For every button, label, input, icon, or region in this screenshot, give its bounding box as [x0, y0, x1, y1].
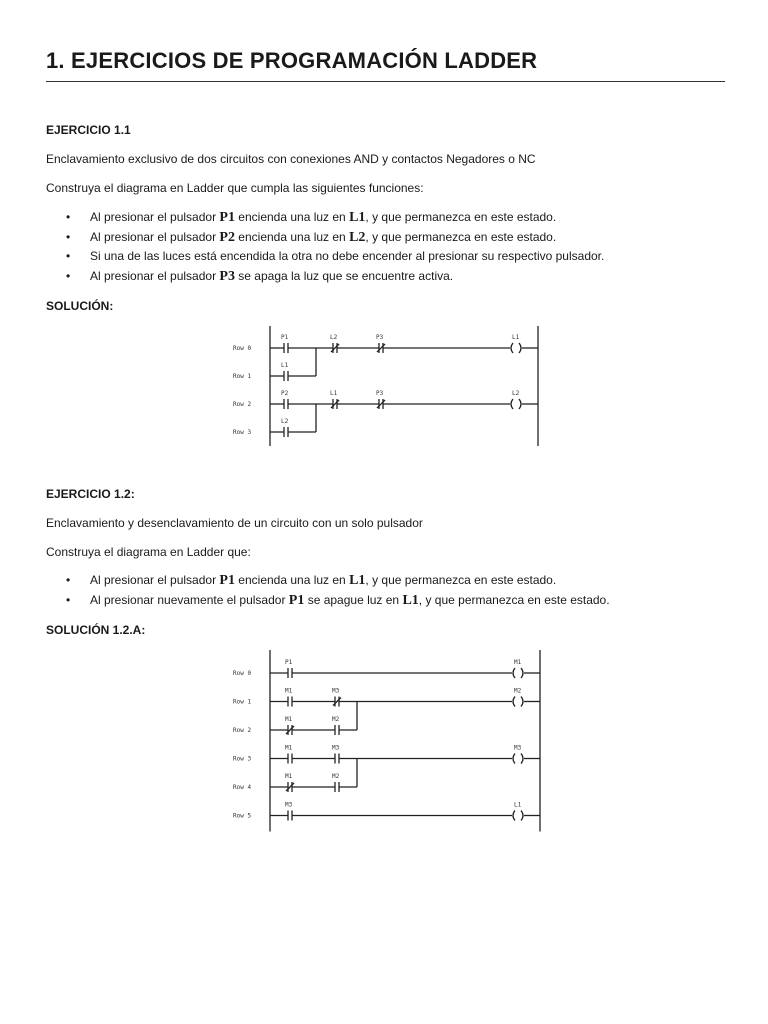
row-label: Row 1: [233, 373, 252, 380]
contact-label: P2: [281, 390, 289, 397]
ex2-solution-label: SOLUCIÓN 1.2.A:: [46, 623, 146, 637]
rung: [270, 404, 316, 437]
contact-label: M2: [332, 716, 340, 723]
contact-label: L1: [330, 390, 338, 397]
coil-left-arc: [513, 754, 515, 764]
ex1-description: Enclavamiento exclusivo de dos circuitos con conexiones AND y contactos Negadores o NC: [46, 152, 536, 166]
contact-label: M1: [285, 773, 293, 780]
coil-left-arc: [513, 668, 515, 678]
rung: [270, 802, 540, 821]
row-label: Row 2: [233, 401, 252, 408]
coil-label: M2: [514, 687, 522, 695]
coil-left-arc: [513, 697, 515, 707]
coil-label: M3: [514, 744, 522, 752]
ladder-diagram-1: [0, 320, 768, 450]
contact-label: M3: [332, 687, 340, 695]
coil-left-arc: [513, 811, 515, 821]
contact-label: M2: [332, 773, 340, 780]
list-item: • Al presionar el pulsador P1 encienda una luz en L1, y que permanezca en este estado.: [46, 208, 604, 228]
rung: [270, 390, 538, 409]
ex1-instruction: Construya el diagrama en Ladder que cumpla las siguientes funciones:: [46, 181, 424, 195]
coil-label: L2: [512, 390, 520, 397]
contact-label: P3: [376, 390, 384, 397]
contact-label: P3: [376, 334, 384, 341]
contact-label: L1: [281, 362, 289, 369]
ex2-heading: EJERCICIO 1.2:: [46, 487, 135, 501]
coil-label: L1: [512, 334, 520, 341]
coil-right-arc: [519, 343, 521, 353]
ex1-bullet-list: [46, 208, 604, 286]
coil-right-arc: [521, 668, 523, 678]
row-label: Row 2: [233, 727, 252, 734]
coil-left-arc: [511, 343, 513, 353]
rung: [270, 688, 540, 707]
coil-right-arc: [521, 697, 523, 707]
rung: [270, 659, 540, 678]
ex2-instruction: Construya el diagrama en Ladder que:: [46, 545, 251, 559]
contact-label: P1: [285, 659, 293, 666]
contact-label: M3: [285, 801, 293, 809]
row-label: Row 1: [233, 698, 252, 706]
contact-label: M1: [285, 687, 293, 695]
title-rule: [46, 81, 725, 82]
coil-label: L1: [514, 801, 522, 809]
coil-left-arc: [511, 399, 513, 409]
contact-label: L2: [281, 418, 289, 425]
page-title: 1. EJERCICIOS DE PROGRAMACIÓN LADDER: [46, 48, 538, 73]
ex2-bullet-list: [46, 571, 610, 610]
list-item: • Al presionar el pulsador P1 encienda una luz en L1, y que permanezca en este estado.: [46, 571, 610, 591]
rung: [270, 759, 357, 793]
coil-right-arc: [521, 811, 523, 821]
ex2-description: Enclavamiento y desenclavamiento de un circuito con un solo pulsador: [46, 516, 423, 530]
coil-right-arc: [519, 399, 521, 409]
contact-label: M1: [285, 744, 293, 752]
row-label: Row 0: [233, 670, 252, 677]
row-label: Row 5: [233, 812, 252, 820]
contact-label: M3: [332, 744, 340, 752]
rung: [270, 348, 316, 381]
row-label: Row 0: [233, 345, 252, 352]
rung: [270, 334, 538, 353]
row-label: Row 3: [233, 429, 252, 436]
row-label: Row 4: [233, 784, 252, 791]
ex1-heading: EJERCICIO 1.1: [46, 123, 131, 137]
list-item: • Al presionar el pulsador P3 se apaga la luz que se encuentre activa.: [46, 267, 604, 287]
ex1-solution-label: SOLUCIÓN:: [46, 299, 114, 313]
ladder-diagram-2: [0, 645, 768, 835]
rung: [270, 702, 357, 736]
coil-label: M1: [514, 659, 522, 666]
row-label: Row 3: [233, 755, 252, 763]
list-item: • Al presionar el pulsador P2 encienda una luz en L2, y que permanezca en este estado.: [46, 228, 604, 248]
contact-label: M1: [285, 716, 293, 723]
contact-label: P1: [281, 334, 289, 341]
coil-right-arc: [521, 754, 523, 764]
rung: [270, 745, 540, 764]
contact-label: L2: [330, 334, 338, 341]
list-item: • Al presionar nuevamente el pulsador P1 se apague luz en L1, y que permanezca en este estado.: [46, 591, 610, 611]
list-item: • Si una de las luces está encendida la otra no debe encender al presionar su respectivo pulsador.: [46, 247, 604, 267]
